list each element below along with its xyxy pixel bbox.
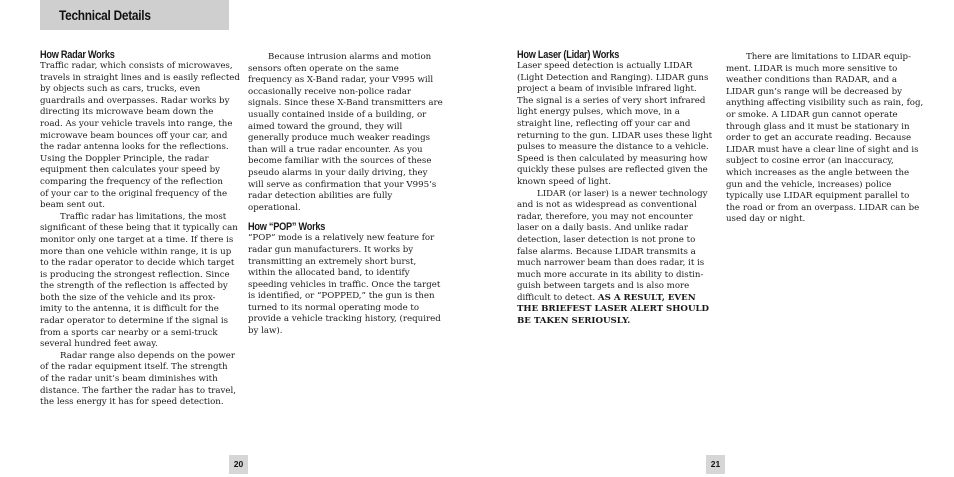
- text-line: radar operator to determine if the signal is: [40, 316, 229, 327]
- text-line: both the size of the vehicle and its prox-: [40, 292, 216, 303]
- text-line: is identified, or “POPPED,” the gun is then: [248, 291, 435, 302]
- text-line: “POP” mode is a relatively new feature for: [248, 233, 435, 244]
- text-line: Traffic radar has limitations, the most: [60, 211, 227, 222]
- text-line: or smoke. A LIDAR gun cannot operate: [726, 109, 898, 120]
- text-line: anything affecting visibility such as rain, fog,: [726, 98, 924, 109]
- text-line: usually contained inside of a building, or: [248, 109, 427, 120]
- text-line: pulses to measure the distance to a vehicle.: [517, 142, 709, 153]
- text-line: Traffic radar, which consists of microwaves,: [40, 61, 233, 71]
- text-line: which increases as the angle between the: [726, 167, 910, 178]
- text-line: become familiar with the sources of these: [248, 156, 432, 167]
- text-line: provide a vehicle tracking history, (required: [248, 314, 441, 325]
- text-line: straight line, reflecting off your car and: [517, 118, 691, 129]
- heading-how-pop-works: How “POP” Works: [248, 221, 326, 234]
- text-line: light energy pulses, which move, in a: [517, 107, 680, 118]
- text-line: of the radar equipment itself. The strength: [40, 362, 228, 373]
- text-line: guardrails and overpasses. Radar works by: [40, 95, 230, 106]
- text-line: of your car to the original frequency of the: [40, 188, 228, 199]
- text-line: known speed of light.: [517, 176, 611, 187]
- column-how-radar-works: [40, 49, 240, 409]
- text-line: radar, therefore, you may not encounter: [517, 211, 693, 222]
- text-line: project a beam of invisible infrared light.: [517, 84, 697, 95]
- text-line: false alarms. Because LIDAR transmits a: [517, 246, 696, 257]
- page-number-right: 21: [706, 455, 725, 474]
- text-line: Speed is then calculated by measuring how: [517, 153, 708, 164]
- text-line: monitor only one target at a time. If there is: [40, 234, 234, 245]
- warning-text-bold: THE BRIEFEST LASER ALERT SHOULD: [517, 304, 710, 315]
- text-line: distance. The farther the radar has to travel,: [40, 385, 237, 396]
- text-line: order to get an accurate reading. Because: [726, 133, 912, 144]
- text-line: will serve as confirmation that your V995’s: [248, 179, 437, 190]
- text-line: weather conditions than RADAR, and a: [726, 75, 898, 86]
- text-line: speeding vehicles in traffic. Once the target: [248, 279, 441, 290]
- text-line: gun and the vehicle, increases) police: [726, 179, 892, 190]
- text-line: aimed toward the ground, they will: [248, 121, 403, 132]
- text-line: the radar antenna looks for the reflections.: [40, 142, 229, 153]
- text-line: quickly these pulses are reflected given the: [517, 165, 708, 176]
- text-line: generally produce much weaker readings: [248, 133, 431, 144]
- text-line: occasionally receive non-police radar: [248, 86, 412, 97]
- text-line: than will a true radar encounter. As you: [248, 144, 423, 155]
- column-how-laser-works: [517, 49, 712, 328]
- text-line-start: difficult to detect.: [517, 292, 596, 303]
- text-line: signals. Since these X-Band transmitters are: [248, 98, 443, 109]
- text-line: detection, laser detection is not prone to: [517, 234, 696, 245]
- column-xband-and-pop: [248, 52, 443, 338]
- text-line: imity to the antenna, it is difficult for the: [40, 304, 219, 315]
- text-line: transmitting an extremely short burst,: [248, 256, 417, 267]
- text-line: several hundred feet away.: [40, 339, 158, 350]
- text-line: directing its microwave beam down the: [40, 107, 214, 118]
- text-line: Using the Doppler Principle, the radar: [40, 153, 209, 164]
- text-line: to the radar operator to decide which target: [40, 258, 235, 269]
- text-line: the road or from an overpass. LIDAR can be: [726, 202, 920, 213]
- text-line: significant of these being that it typically can: [40, 223, 238, 234]
- text-line: sensors often operate on the same: [248, 63, 399, 74]
- text-line: [517, 293, 712, 305]
- text-line: The signal is a series of very short infrared: [517, 95, 706, 106]
- text-line: comparing the frequency of the reflection: [40, 176, 223, 187]
- page-number-left: 20: [229, 455, 248, 474]
- text-line: much narrower beam than does radar, it is: [517, 258, 705, 269]
- text-line: LIDAR (or laser) is a newer technology: [537, 188, 708, 199]
- text-line: from a sports car nearby or a semi-truck: [40, 327, 218, 338]
- warning-text-bold: AS A RESULT, EVEN: [597, 292, 696, 303]
- text-line: radar gun manufacturers. It works by: [248, 244, 414, 255]
- text-line: frequency as X-Band radar, your V995 will: [248, 75, 434, 86]
- text-line: travels in straight lines and is easily reflected: [40, 72, 240, 83]
- column-lidar-limitations: [726, 52, 923, 226]
- section-header-bar: [40, 0, 229, 30]
- text-line: typically use LIDAR equipment parallel to: [726, 191, 910, 202]
- text-line: is producing the strongest reflection. Since: [40, 269, 230, 280]
- heading-how-laser-works: How Laser (Lidar) Works: [517, 49, 620, 61]
- text-line: through glass and it must be stationary in: [726, 121, 910, 132]
- heading-how-radar-works: How Radar Works: [40, 49, 115, 61]
- text-line: by law).: [248, 326, 283, 337]
- text-line: beam sent out.: [40, 200, 105, 211]
- text-line: used day or night.: [726, 214, 806, 225]
- text-line: subject to cosine error (an inaccuracy,: [726, 156, 894, 167]
- text-line: the less energy it has for speed detection.: [40, 397, 224, 408]
- text-line: Radar range also depends on the power: [60, 350, 235, 361]
- text-line: of the radar unit’s beam diminishes with: [40, 374, 218, 385]
- text-line: the strength of the reflection is affected by: [40, 281, 228, 292]
- text-line: turned to its normal operating mode to: [248, 302, 420, 313]
- text-line: guish between targets and is also more: [517, 281, 690, 292]
- text-line: pseudo alarms in your daily driving, they: [248, 167, 428, 178]
- section-title: Technical Details: [59, 8, 151, 23]
- text-line: operational.: [248, 202, 301, 213]
- text-line: radar detection abilities are fully: [248, 191, 393, 202]
- text-line: within the allocated band, to identify: [248, 268, 410, 279]
- text-line: LIDAR gun’s range will be decreased by: [726, 86, 903, 97]
- text-line: (Light Detection and Ranging). LIDAR guns: [517, 72, 709, 83]
- text-line: laser on a daily basis. And unlike radar: [517, 223, 689, 234]
- text-line: more than one vehicle within range, it is up: [40, 246, 232, 257]
- text-line: microwave beam bounces off your car, and: [40, 130, 228, 141]
- text-line: Laser speed detection is actually LIDAR: [517, 61, 693, 71]
- text-line: equipment then calculates your speed by: [40, 165, 220, 176]
- text-line: Because intrusion alarms and motion: [268, 52, 432, 62]
- text-line: by objects such as cars, trucks, even: [40, 84, 201, 95]
- warning-text-bold: BE TAKEN SERIOUSLY.: [517, 316, 631, 327]
- text-line: There are limitations to LIDAR equip-: [746, 52, 911, 62]
- text-line: road. As your vehicle travels into range, the: [40, 118, 233, 129]
- text-line: much more accurate in its ability to distin-: [517, 269, 704, 280]
- text-line: and is not as widespread as conventional: [517, 200, 697, 211]
- text-line: returning to the gun. LIDAR uses these light: [517, 130, 713, 141]
- text-line: LIDAR must have a clear line of sight and is: [726, 144, 919, 155]
- text-line: ment. LIDAR is much more sensitive to: [726, 63, 898, 74]
